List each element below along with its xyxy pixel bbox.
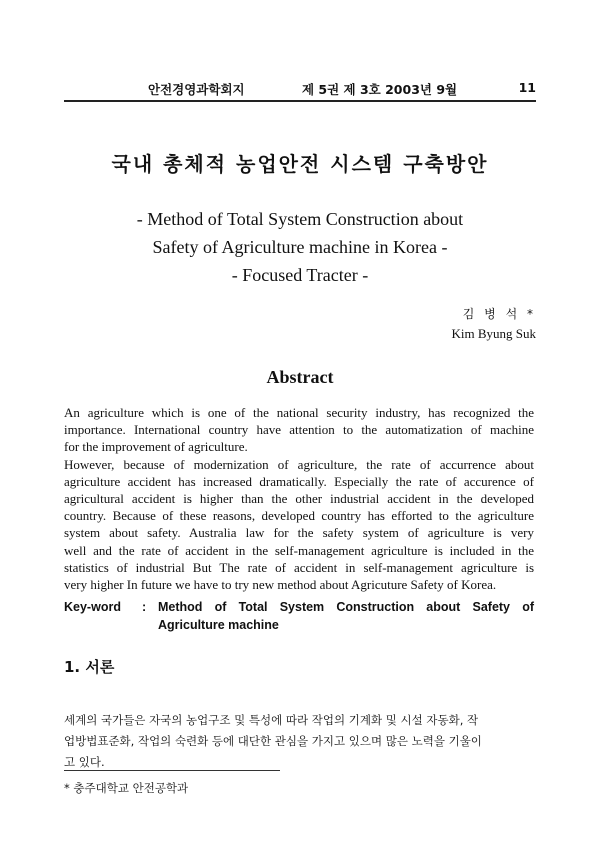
abstract-line: country. Because of these reasons, developed country has efforted to the agriculture: [64, 508, 534, 524]
journal-name: 안전경영과학회지: [148, 82, 245, 97]
author-korean: 김 병 석 *: [462, 307, 536, 321]
abstract-line: system about safety. Australia law for the safety system of agriculture is very: [64, 525, 534, 541]
abstract-heading: Abstract: [266, 367, 334, 387]
title-korean: 국내 총체적 농업안전 시스템 구축방안: [111, 152, 489, 176]
keyword-text: Agriculture machine: [158, 618, 279, 632]
body-line: 고 있다.: [64, 755, 105, 769]
abstract-line: for the improvement of agriculture.: [64, 439, 248, 455]
footnote-divider: [64, 770, 280, 771]
keyword-colon: :: [142, 600, 147, 614]
body-line: 업방법표준화, 작업의 숙련화 등에 대단한 관심을 가지고 있으며 많은 노력을 기울이: [64, 734, 482, 748]
section-body: [64, 710, 534, 773]
page-number: 11: [518, 80, 536, 95]
footnote: * 충주대학교 안전공학과: [64, 781, 189, 795]
keyword-text: Method of Total System Construction about Safety of: [158, 600, 534, 614]
abstract-line: agriculture accident has increased dramatically. Especially the rate of accurence of: [64, 473, 534, 489]
abstract-body: [64, 404, 534, 593]
title-english-line: - Focused Tracter -: [231, 265, 369, 285]
abstract-line: importance. International country have attention to the automatization of machine: [64, 422, 534, 438]
title-english-line: Safety of Agriculture machine in Korea -: [152, 237, 448, 257]
section-heading: 1. 서론: [64, 658, 115, 676]
abstract-line: An agriculture which is one of the national security industry, has recognized the: [64, 405, 534, 420]
abstract-line: agricultural accident is higher than the other industrial accident in the developed: [64, 491, 534, 507]
abstract-line: statistics of industrial But The rate of accident in self-management agriculture is: [64, 559, 534, 575]
keyword-label: Key-word: [64, 600, 121, 614]
body-line: 세계의 국가들은 자국의 농업구조 및 특성에 따라 작업의 기계화 및 시설 자동화, 작: [64, 713, 479, 727]
title-english-line: - Method of Total System Construction about: [136, 209, 464, 229]
author-english: Kim Byung Suk: [451, 326, 536, 341]
title-english: [0, 205, 600, 289]
abstract-line: well and the rate of accident in the self-management agriculture is included in the: [64, 542, 534, 558]
issue-info: 제 5권 제 3호 2003년 9월: [302, 82, 458, 97]
abstract-line: very higher In future we have to try new method about Agricuture Safety of Korea.: [64, 577, 497, 593]
abstract-line: However, because of modernization of agriculture, the rate of accurrence about: [64, 456, 534, 472]
running-header: [64, 78, 536, 102]
